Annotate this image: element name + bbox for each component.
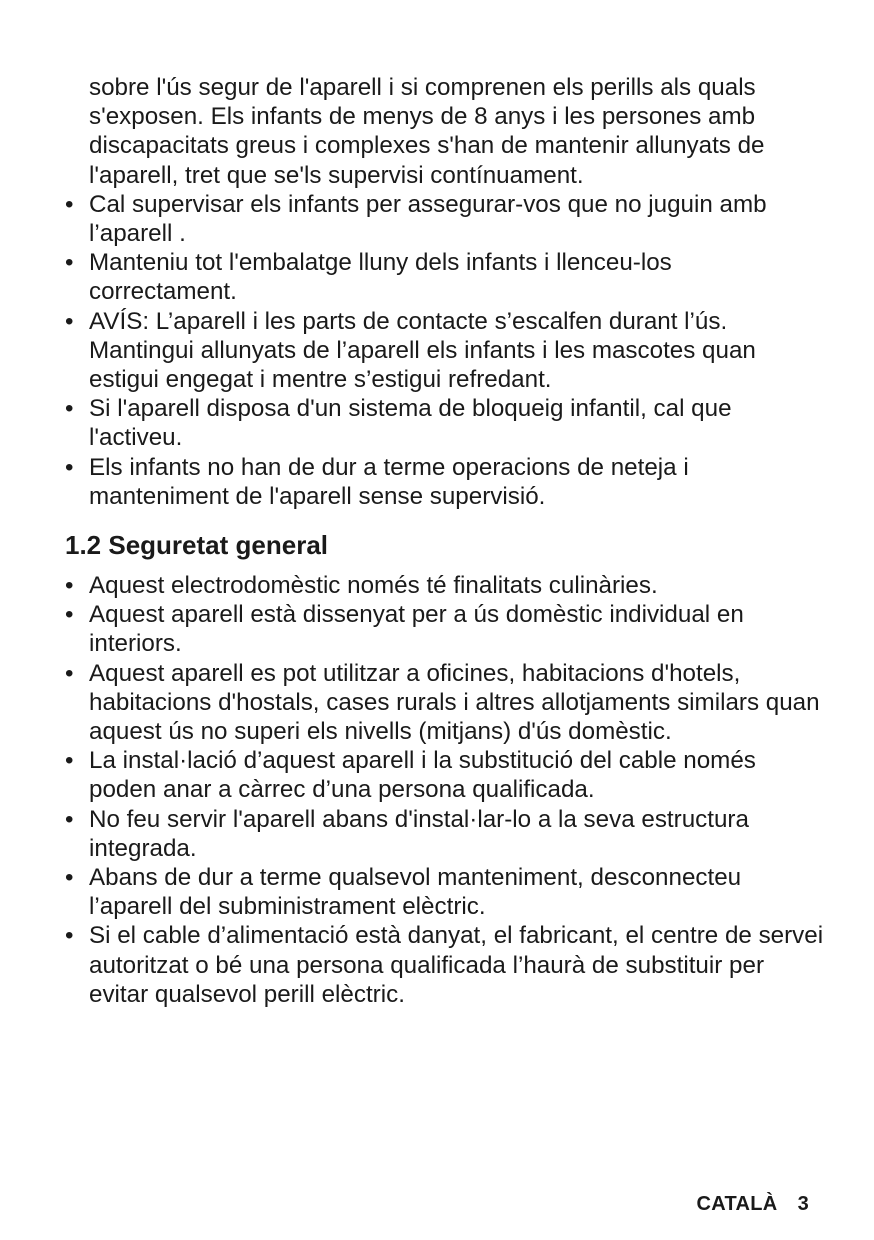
list-item: • Aquest electrodomèstic només té finalitats culinàries. <box>65 571 825 600</box>
footer-language: CATALÀ <box>696 1193 778 1215</box>
page-footer <box>697 1191 809 1217</box>
children-safety-list <box>65 190 825 511</box>
list-item: • AVÍS: L’aparell i les parts de contacte s’escalfen durant l’ús. Mantingui allunyats de l’aparell els infants i les mascotes quan estigui engegat i mentre s’estigui refredant. <box>65 307 825 395</box>
list-item: • La instal·lació d’aquest aparell i la substitució del cable només poden anar a càrrec d’una persona qualificada. <box>65 746 825 804</box>
page-number: 3 <box>797 1193 809 1215</box>
list-item: • No feu servir l'aparell abans d'instal·lar-lo a la seva estructura integrada. <box>65 805 825 863</box>
list-item: • Aquest aparell es pot utilitzar a oficines, habitacions d'hotels, habitacions d'hostals, cases rurals i altres allotjaments similars quan aquest ús no superi els nivells (mitjans) d'ús domèstic. <box>65 659 825 747</box>
list-item: • Els infants no han de dur a terme operacions de neteja i manteniment de l'aparell sense supervisió. <box>65 453 825 511</box>
general-safety-list <box>65 571 825 1009</box>
intro-paragraph: sobre l'ús segur de l'aparell i si comprenen els perills als quals s'exposen. Els infants de menys de 8 anys i les persones amb discapacitats greus i complexes s'han de mantenir allunyats de l'aparell, tret que se'ls supervisi contínuament. <box>89 74 765 189</box>
list-item: • Abans de dur a terme qualsevol manteniment, desconnecteu l’aparell del subministrament elèctric. <box>65 863 825 921</box>
list-item: • Aquest aparell està dissenyat per a ús domèstic individual en interiors. <box>65 600 825 658</box>
list-item: • Cal supervisar els infants per assegurar-vos que no juguin amb l’aparell . <box>65 190 825 248</box>
section-heading: 1.2 Seguretat general <box>65 530 328 561</box>
list-item: • Si el cable d’alimentació està danyat, el fabricant, el centre de servei autoritzat o bé una persona qualificada l’haurà de substituir per evitar qualsevol perill elèctric. <box>65 921 825 1009</box>
list-item: • Manteniu tot l'embalatge lluny dels infants i llenceu-los correctament. <box>65 248 825 306</box>
list-item: • Si l'aparell disposa d'un sistema de bloqueig infantil, cal que l'activeu. <box>65 394 825 452</box>
page-content <box>65 73 825 1009</box>
